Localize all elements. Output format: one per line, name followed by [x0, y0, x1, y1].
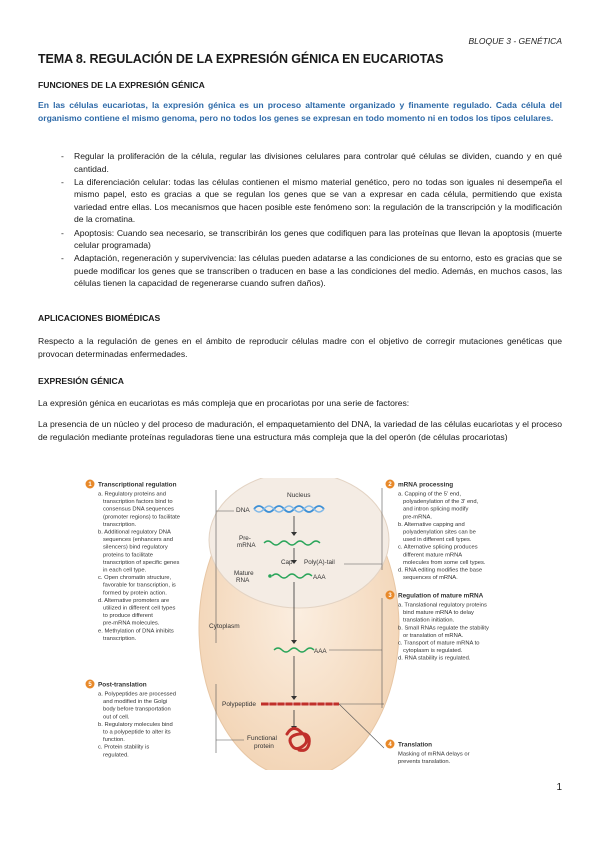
step-number: 4	[388, 742, 392, 749]
box-line: d. RNA stability is regulated.	[398, 655, 471, 662]
box-line: formed by protein action.	[103, 590, 167, 597]
block-header: BLOQUE 3 - GENÉTICA	[468, 36, 562, 46]
box-line: polyadenylation of the 3' end,	[403, 499, 479, 506]
list-item: - La diferenciación celular: todas las células contienen el mismo material genético, pero no todas son iguales ni desempeña el mismo papel, esto es gracias a que se regulan los genes que se van a expresar en cada célula, permitiendo que exista variedad entre ellas. Los mecanismos que hacen posible este fenómeno son: la regulación de la transcripción y la modificación de la cromatina.	[74, 176, 562, 226]
box-line: transcription.	[103, 635, 137, 642]
box-line: Masking of mRNA delays or	[398, 751, 470, 758]
box-line: a. Capping of the 5' end,	[398, 491, 461, 498]
step-number: 2	[388, 482, 392, 489]
box-line: cytoplasm is regulated.	[403, 648, 463, 655]
box-line: b. Additional regulatory DNA	[98, 529, 171, 536]
box-line: transcription factors bind to	[103, 499, 173, 506]
functional-protein-label-1: Functional	[247, 735, 277, 742]
dna-label: DNA	[236, 507, 250, 514]
box-line: silencers) bind regulatory	[103, 544, 168, 551]
box-title: Transcriptional regulation	[98, 481, 177, 489]
intro-paragraph: En las células eucariotas, la expresión génica es un proceso altamente organizado y finamente regulado. Cada célula del organismo contiene el mismo genoma, pero no todos los genes se expresan en todo momento ni en todos los tipos celulares.	[38, 100, 562, 123]
box-title: Post-translation	[98, 681, 147, 689]
step-number: 1	[88, 482, 92, 489]
box-line: pre-mRNA molecules.	[103, 620, 160, 627]
box-line: prevents translation.	[398, 759, 451, 766]
box-line: translation initiation.	[403, 617, 455, 624]
step-number: 5	[88, 682, 92, 689]
box-transcriptional-regulation	[86, 480, 181, 642]
box-line: and intron splicing modify	[403, 506, 469, 513]
box-post-translation	[86, 680, 176, 759]
functions-list	[74, 150, 562, 291]
box-line: regulated.	[103, 752, 129, 759]
box-line: molecules from some cell types.	[403, 559, 486, 566]
box-line: to produce different	[103, 613, 153, 620]
box-line: c. Open chromatin structure,	[98, 575, 172, 582]
box-line: a. Polypeptides are processed	[98, 691, 176, 698]
box-line: transcription.	[103, 521, 137, 528]
box-title: Regulation of mature mRNA	[398, 592, 484, 600]
cap-marker	[268, 574, 272, 578]
mature-rna-label-1: Mature	[234, 570, 254, 577]
box-line: utilized in different cell types	[103, 605, 176, 612]
polya-label: Poly(A)-tail	[304, 559, 335, 566]
polypeptide-label: Polypeptide	[222, 701, 256, 708]
box-mrna-processing	[386, 480, 486, 582]
functional-protein-label-2: protein	[254, 743, 274, 750]
page-title: TEMA 8. REGULACIÓN DE LA EXPRESIÓN GÉNICA EN EUCARIOTAS	[38, 52, 444, 66]
box-line: (promoter regions) to facilitate	[103, 514, 181, 521]
box-line: favorable for transcription, is	[103, 582, 176, 589]
pre-mrna-label-1: Pre-	[239, 535, 251, 542]
box-line: and modified in the Golgi	[103, 699, 168, 706]
polypeptide-chain	[261, 702, 339, 706]
box-line: sequences (enhancers and	[103, 537, 173, 544]
box-line: a. Translational regulatory proteins	[398, 602, 487, 609]
box-line: polyadenylation sites can be	[403, 529, 476, 536]
box-line: transcription of specific genes	[103, 559, 180, 566]
box-title: mRNA processing	[398, 481, 454, 489]
gene-regulation-figure	[84, 478, 514, 770]
box-title: Translation	[398, 741, 433, 749]
expression-paragraph-2: La presencia de un núcleo y del proceso de maduración, el empaquetamiento del DNA, la variedad de las células eucariotas y el proceso de regulación mediante proteínas reguladoras tiene una estructura más compleja que la del operón (de células procariotas)	[38, 419, 562, 442]
aaa-label-2: AAA	[314, 648, 327, 655]
list-item: - Adaptación, regeneración y supervivencia: las células pueden adatarse a las condiciones de su entorno, esto es gracias que se puede modificar los genes que se transcriben o traducen en base a las condiciones del medio. Además, en muchos casos, las células tienen la capacidad de regenerarse cuando sufren daños).	[74, 252, 562, 290]
box-line: b. Regulatory molecules bind	[98, 721, 173, 728]
box-line: b. Alternative capping and	[398, 521, 465, 528]
box-line: c. Alternative splicing produces	[398, 544, 478, 551]
box-line: a. Regulatory proteins and	[98, 491, 166, 498]
box-line: proteins to facilitate	[103, 552, 153, 559]
list-item: - Regular la proliferación de la célula, regular las divisiones celulares para controlar qué células se dividen, cuando y en qué cantidad.	[74, 150, 562, 175]
page-number: 1	[556, 782, 562, 793]
box-line: sequences of mRNA.	[403, 575, 458, 582]
box-line: c. Protein stability is	[98, 744, 150, 751]
step-number: 3	[388, 593, 392, 600]
box-line: e. Methylation of DNA inhibits	[98, 628, 174, 635]
list-item: - Apoptosis: Cuando sea necesario, se transcribirán los genes que codifiquen para las proteínas que llevan la apoptosis (muerte celular programada)	[74, 227, 562, 252]
box-line: d. RNA editing modifies the base	[398, 567, 483, 574]
biomed-heading: APLICACIONES BIOMÉDICAS	[38, 313, 161, 323]
box-line: bind mature mRNA to delay	[403, 610, 474, 617]
box-line: out of cell.	[103, 714, 130, 721]
cytoplasm-label: Cytoplasm	[209, 623, 240, 630]
expression-heading: EXPRESIÓN GÉNICA	[38, 376, 124, 386]
box-line: or translation of mRNA.	[403, 632, 464, 639]
mature-rna-label-2: RNA	[236, 577, 250, 584]
functions-heading: FUNCIONES DE LA EXPRESIÓN GÉNICA	[38, 80, 205, 90]
box-line: to a polypeptide to alter its	[103, 729, 171, 736]
box-line: d. Alternative promoters are	[98, 597, 170, 604]
box-line: body before transportation	[103, 706, 171, 713]
pre-mrna-label-2: mRNA	[237, 542, 256, 549]
box-line: used in different cell types.	[403, 537, 472, 544]
box-line: in each cell type.	[103, 567, 147, 574]
cap-label: Cap	[281, 559, 293, 566]
box-line: c. Transport of mature mRNA to	[398, 640, 480, 647]
box-line: b. Small RNAs regulate the stability	[398, 625, 489, 632]
box-line: different mature mRNA	[403, 552, 463, 559]
biomed-paragraph: Respecto a la regulación de genes en el ámbito de reproducir células madre con el objetivo de corregir mutaciones genéticas que provocan determinadas enfermedades.	[38, 336, 562, 359]
aaa-label-1: AAA	[313, 574, 326, 581]
box-regulation-mature-mrna	[386, 591, 489, 662]
box-line: consensus DNA sequences	[103, 506, 174, 513]
nucleus-label: Nucleus	[287, 492, 311, 499]
box-translation	[386, 740, 470, 766]
box-line: function.	[103, 737, 125, 744]
expression-paragraph-1: La expresión génica en eucariotas es más compleja que en procariotas por una serie de factores:	[38, 398, 410, 408]
box-line: pre-mRNA.	[403, 514, 432, 521]
